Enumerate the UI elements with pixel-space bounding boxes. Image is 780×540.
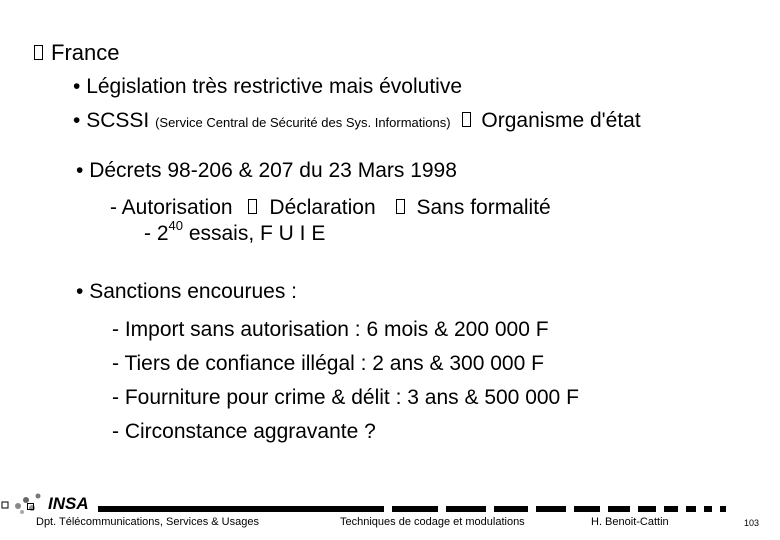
item-text: Législation très restrictive mais évolutive [86, 75, 463, 98]
sanction-item: - Circonstance aggravante ? [112, 420, 376, 443]
footer-divider [392, 506, 438, 512]
footer-divider [494, 506, 528, 512]
decrets-title-text: Décrets 98-206 & 207 du 23 Mars 1998 [89, 159, 457, 182]
bullet-box-icon [34, 45, 43, 60]
sanction-item: - Fourniture pour crime & délit : 3 ans & 500 000 F [112, 386, 579, 409]
regime-dash: - [110, 196, 122, 219]
list-item: • SCSSI (Service Central de Sécurité des Sys. Informations) Organisme d'état [73, 109, 641, 132]
sanctions-title: • Sanctions encourues : [76, 280, 297, 303]
decrets-regimes [110, 196, 551, 220]
decrets-trials [144, 218, 326, 246]
insa-logo-text: INSA [48, 494, 89, 513]
heading-row [34, 40, 119, 66]
scssi-label: SCSSI [86, 109, 150, 132]
insa-logo-graphic [0, 490, 100, 516]
regime-autorisation: Autorisation [121, 196, 233, 219]
footer-divider [536, 506, 566, 512]
page-number: 103 [744, 518, 760, 528]
sanction-item: - Import sans autorisation : 6 mois & 200 000 F [112, 318, 549, 341]
arrow-box-icon [396, 199, 405, 214]
arrow-box-icon [248, 199, 257, 214]
footer-dept: Dpt. Télécommunications, Services & Usages [36, 516, 259, 528]
trials-prefix: - 2 [144, 222, 169, 245]
footer-divider [98, 506, 384, 512]
insa-logo [0, 490, 100, 516]
regime-sans-formalite: Sans formalité [416, 196, 551, 219]
footer-author: H. Benoit-Cattin [591, 516, 669, 528]
footer-divider [720, 506, 726, 512]
footer-divider [446, 506, 486, 512]
decrets-title: • Décrets 98-206 & 207 du 23 Mars 1998 [76, 159, 457, 182]
regime-declaration: Déclaration [269, 196, 376, 219]
footer-box-icon [27, 503, 34, 510]
sanctions-title-text: Sanctions encourues : [89, 280, 297, 303]
trials-exponent: 40 [168, 218, 183, 233]
scssi-organism: Organisme d'état [481, 109, 641, 132]
trials-suffix: essais, F U I E [182, 222, 326, 245]
sanction-item: - Tiers de confiance illégal : 2 ans & 300 000 F [112, 352, 544, 375]
footer-divider [608, 506, 630, 512]
footer-divider [638, 506, 656, 512]
footer-divider [704, 506, 712, 512]
list-item: • Législation très restrictive mais évolutive [73, 75, 463, 98]
arrow-box-icon [462, 112, 471, 127]
footer-divider [664, 506, 678, 512]
footer-divider [686, 506, 696, 512]
scssi-expansion: (Service Central de Sécurité des Sys. Informations) [155, 115, 451, 130]
footer-divider [574, 506, 600, 512]
footer-course: Techniques de codage et modulations [340, 516, 525, 528]
heading-title: France [51, 40, 120, 65]
